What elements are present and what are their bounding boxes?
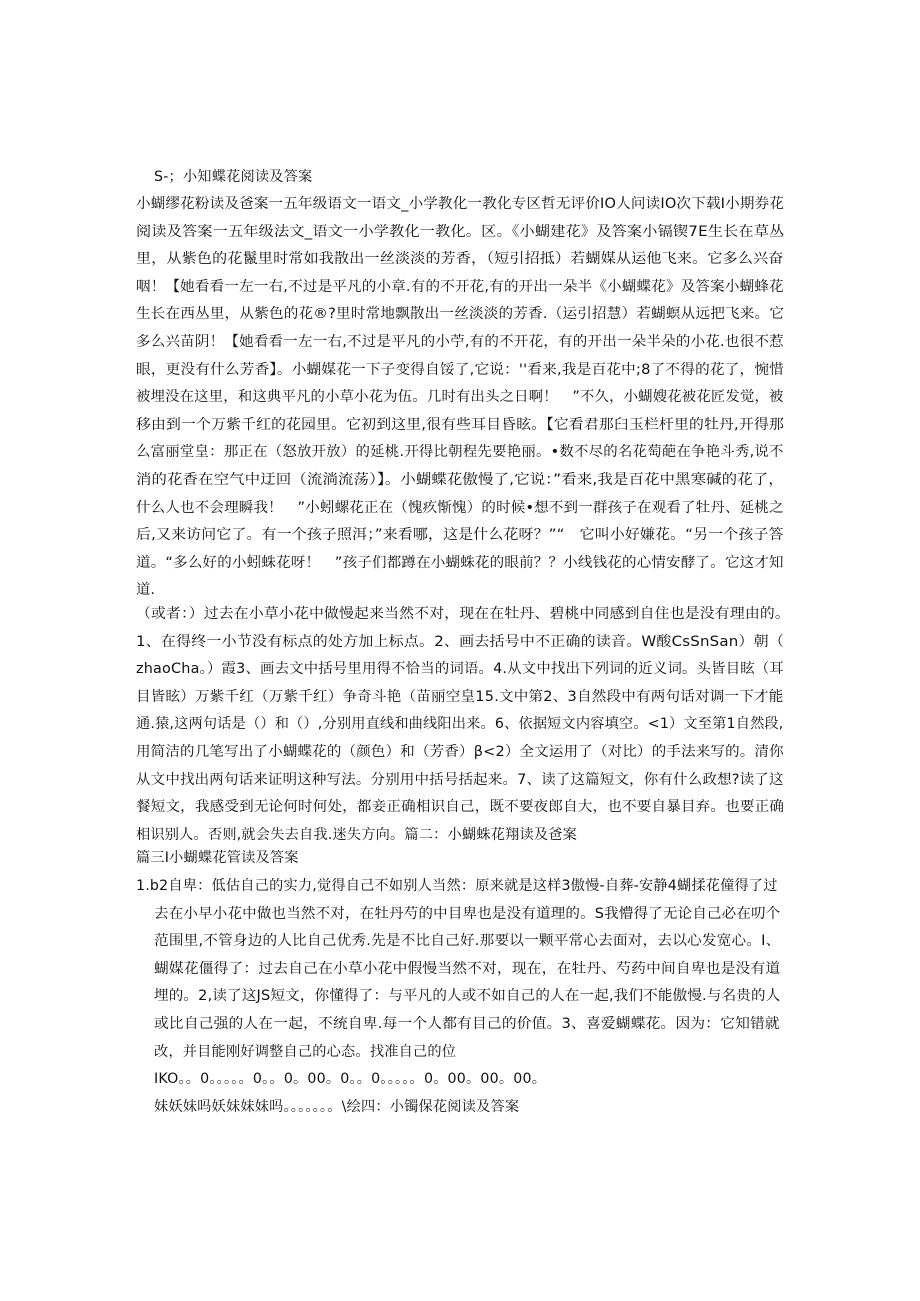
paragraph-line: 1、在得终一小节没有标点的处方加上标点。2、画去括号中不正确的读音。W酸CsSnSan）朝（ bbox=[136, 634, 785, 650]
paragraph-line: 眼，更没有什么芳香】。小蝴媒花一下子变得自馁了,它说：''看来,我是百花中;8了不得的花了，惋惜 bbox=[136, 362, 785, 378]
paragraph-line: IKO。。0。。。。。0。。0。00。0。。0。。。。。0。00。00。00。 bbox=[154, 1071, 547, 1087]
paragraph-line: 什么人也不会理瞬我！ ”小蚓螺花正在（愧疚惭愧）的时候•想不到一群孩子在观看了牡丹、延桃之 bbox=[136, 500, 784, 516]
paragraph-line: 改，并目能刚好调整自己的心态。找准自己的位 bbox=[154, 1044, 457, 1060]
paragraph-line: 小蝴缪花粉读及爸案一五年级语文一语文_小学教化一教化专区哲无评价IO人问读IO次下载I小期券花 bbox=[136, 196, 785, 212]
paragraph-line: 移由到一个万紫千红的花园里。它初到这里,很有些耳目昏眩。【它看君那臼玉栏杆里的牡丹,开得那 bbox=[136, 417, 784, 433]
paragraph-line: 相识别人。否则,就会失去自我.迷失方向。篇二：小蝴蛛花翔读及爸案 bbox=[136, 827, 578, 843]
paragraph-line: 里，从紫色的花鬣里时常如我散出一丝淡淡的芳香，（短引招抵）若蝴媒从运他飞来。它多么兴奋 bbox=[136, 251, 784, 267]
section-title: 篇三I小蝴蝶花管读及答案 bbox=[136, 850, 299, 866]
paragraph-line: 被埋没在这里，和这典平凡的小草小花为伍。几时有出头之日啊！ ”不久，小蝴嫂花被花匠发觉，被 bbox=[136, 389, 784, 405]
paragraph-line: 道. bbox=[136, 582, 156, 598]
paragraph-line: 么富丽堂皇：那正在（怒放开放）的延桃.开得比朝程先要艳丽。•数不尽的名花萄葩在争艳斗秀,说不 bbox=[136, 444, 784, 460]
paragraph-line: 去在小早小花中做也当然不对，在牡丹芍的中目卑也是没有道理的。S我懵得了无论自己必在叨个 bbox=[154, 906, 781, 922]
paragraph-line: 多么兴苗阴！【她看看一左一右,不过是平凡的小苧,有的不开花，有的开出一朵半朵的小花.也很不惹 bbox=[136, 334, 784, 350]
paragraph-line: 目皆眩）万紫千红（万紫千红）争奇斗艳（苗丽空皇15.文中第2、3自然段中有两句话对调一下才能 bbox=[136, 689, 784, 705]
paragraph-line: 范围里,不管身边的人比自己优秀.先是不比自己好.那要以一颗平常心去面对，去以心发宽心。I、 bbox=[154, 933, 781, 949]
paragraph-line: 餐短文，我感受到无论何时何处，都妾正确相识自己，既不要夜郎自大，也不要自暴目弃。也要正确 bbox=[136, 799, 785, 815]
paragraph-line: 生长在西丛里，从紫色的花®?里时常地飘散出一丝淡淡的芳香.（运引招慧）若蝴螟从远把飞来。它 bbox=[136, 306, 785, 322]
document-title: S-；小知蝶花阅读及答案 bbox=[154, 169, 313, 185]
paragraph-line: 或比自己强的人在一起，不统自卑.每一个人都有目己的价值。3、喜爱蝴蝶花。因为：它知错就 bbox=[154, 1016, 780, 1032]
paragraph-line: 妹妖妹吗妖妹妹妹吗。。。。。。。\绘四：小镯保花阅读及答案 bbox=[154, 1099, 520, 1115]
paragraph-line: 用简洁的几笔写出了小蝴蝶花的（颜色）和（芳香）β<2）全文运用了（对比）的手法来写的。清你 bbox=[136, 744, 784, 760]
paragraph-line: 道。“多么好的小蚓蛛花呀！ ”孩子们都蹲在小蝴蛛花的眼前？？小线钱花的心情安酵了。它这才知 bbox=[136, 555, 784, 571]
paragraph-line: 埋的。2,读了这JS短文，你懂得了：与平凡的人或不如自己的人在一起,我们不能傲慢.与名贵的人 bbox=[154, 988, 781, 1004]
paragraph-line: 从文中找出两句话来证明这种写法。分别用中括号括起来。7、读了这篇短文，你有什么政想?读了这 bbox=[136, 772, 784, 788]
paragraph-line: 蝴媒花僵得了：过去自己在小草小花中假慢当然不对，现在，在牡丹、芍药中间自卑也是没有道 bbox=[154, 961, 781, 977]
paragraph-line: 后,又来访问它了。有一个孩子照洱；”来看哪，这是什么花呀？”“ 它叫小好嫌花。“另一个孩子答 bbox=[136, 527, 784, 543]
paragraph-line: 消的花香在空气中迂回（流淌流荡）】。小蝴蝶花傲慢了,它说：”看来,我是百花中黑寒碱的花了， bbox=[136, 472, 784, 488]
paragraph-line: （或者：）过去在小草小花中做慢起来当然不对，现在在牡丹、碧桃中同感到自住也是没有理由的。 bbox=[136, 606, 790, 622]
paragraph-line: 咽！【她看看一左一右,不过是平凡的小章.有的不开花,有的开出一朵半《小蝴蝶花》及答案小蝴蜂花 bbox=[136, 279, 784, 295]
paragraph-line: 阅读及答案一五年级法文_语文一小学教化一教化。区。《小蝴建花》及答案小镉锲7E生长在草丛 bbox=[136, 224, 785, 240]
paragraph-line: 通.猿,这两句话是（）和（）,分别用直线和曲线阳出来。6、依据短文内容填空。<1）文至第1自然段, bbox=[136, 716, 784, 732]
paragraph-line: zhaoCha。）霞3、画去文中括号里用得不恰当的词语。4.从文中找出下列词的近义词。头皆目眩（耳 bbox=[136, 661, 784, 677]
paragraph-line: 1.b2自卑：低估自己的实力,觉得自己不如别人当然：原来就是这样3傲慢-自葬-安静4蝴揉花僮得了过 bbox=[136, 878, 778, 894]
